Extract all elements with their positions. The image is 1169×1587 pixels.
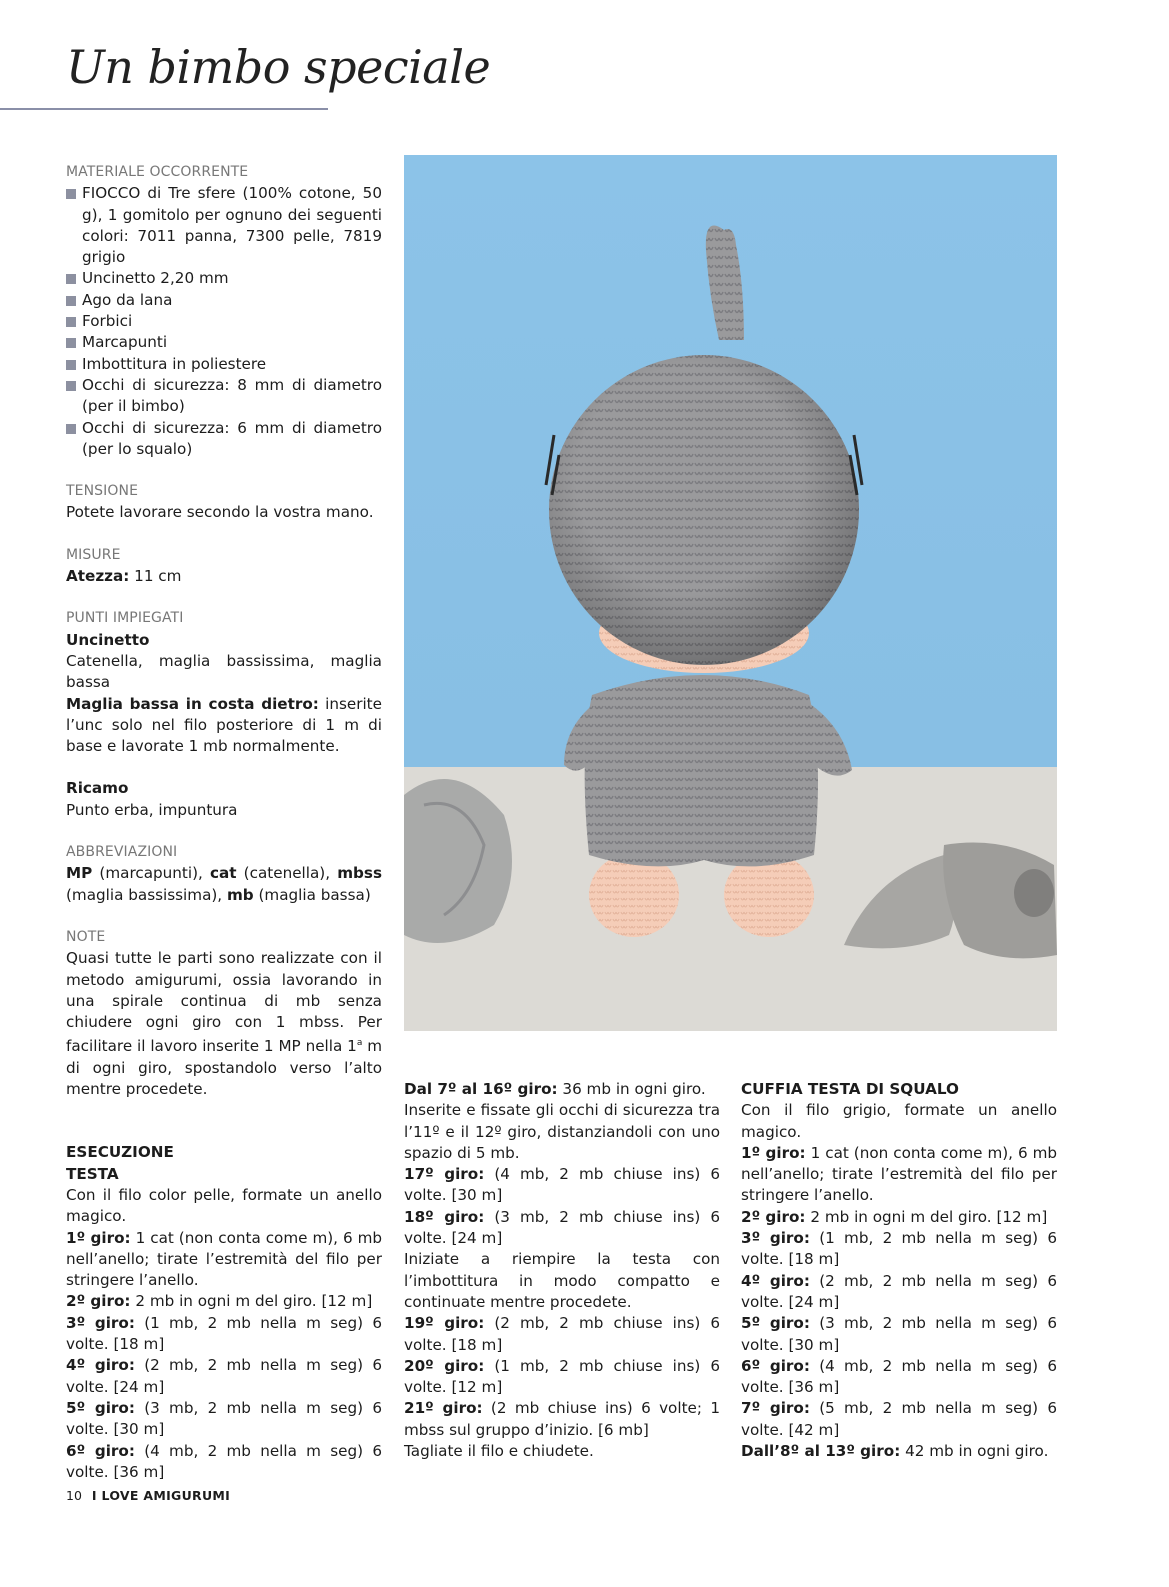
round-instruction: 7º giro: (5 mb, 2 mb nella m seg) 6 volte. [42 m] [741, 1399, 1057, 1439]
body [585, 675, 818, 866]
page-number: 10 [66, 1488, 82, 1503]
shark-intro: Con il filo grigio, formate un anello magico. [741, 1101, 1057, 1141]
head-rows-part1 [66, 1228, 382, 1484]
material-item: Marcapunti [66, 332, 382, 353]
shark-rows [741, 1143, 1057, 1462]
notes-text: Quasi tutte le parti sono realizzate con il metodo amigurumi, ossia lavorando in una spirale continua di mb senza chiudere ogni giro con 1 mbss. Per facilitare il lavoro inserite 1 MP nella 1$^a$ m di ogni giro, spostandolo verso l’alto mentre procedete. [66, 949, 382, 1099]
square-bullet-icon [66, 296, 76, 306]
round-instruction: 21º giro: (2 mb chiuse ins) 6 volte; 1 mbss sul gruppo d’inizio. [6 mb] [404, 1399, 720, 1439]
round-instruction: 5º giro: (3 mb, 2 mb nella m seg) 6 volte. [30 m] [741, 1314, 1057, 1354]
stuffing-instruction: Iniziate a riempire la testa con l’imbottitura in modo compatto e continuate mentre procedete. [404, 1250, 720, 1311]
right-column [741, 1079, 1057, 1462]
round-instruction: 17º giro: (4 mb, 2 mb chiuse ins) 6 volte. [30 m] [404, 1165, 721, 1205]
measures-line [66, 566, 382, 587]
square-bullet-icon [66, 338, 76, 348]
round-instruction: 19º giro: (2 mb, 2 mb chiuse ins) 6 volte. [18 m] [404, 1314, 721, 1354]
head-rows-part2 [404, 1079, 720, 1100]
round-instruction: 2º giro: 2 mb in ogni m del giro. [12 m] [66, 1292, 373, 1311]
material-item: Occhi di sicurezza: 6 mm di diametro (per lo squalo) [66, 418, 382, 461]
crochet-label: Uncinetto [66, 630, 150, 649]
head-intro: Con il filo color pelle, formate un anello magico. [66, 1185, 382, 1226]
notes-heading: NOTE [66, 928, 106, 945]
material-item: FIOCCO di Tre sfere (100% cotone, 50 g), 1 gomitolo per ognuno dei seguenti colori: 7011 panna, 7300 pelle, 7819 grigio [66, 183, 382, 268]
head-title: TESTA [66, 1164, 119, 1183]
round-instruction: 1º giro: 1 cat (non conta come m), 6 mb nell’anello; tirate l’estremità del filo per stringere l’anello. [66, 1228, 383, 1290]
material-item: Imbottitura in poliestere [66, 354, 382, 375]
materials-heading: MATERIALE OCCORRENTE [66, 164, 249, 180]
abbreviations-text: MP (marcapunti), cat (catenella), mbss (maglia bassissima), mb (maglia bassa) [66, 864, 382, 904]
title-underline [0, 108, 328, 110]
page-title: Un bimbo speciale [66, 40, 491, 94]
square-bullet-icon [66, 360, 76, 370]
round-instruction: 4º giro: (2 mb, 2 mb nella m seg) 6 volte. [24 m] [741, 1271, 1057, 1311]
measures-heading: MISURE [66, 546, 121, 563]
round-instruction: 4º giro: (2 mb, 2 mb nella m seg) 6 volte. [24 m] [66, 1356, 382, 1396]
round-instruction: 6º giro: (4 mb, 2 mb nella m seg) 6 volte. [36 m] [741, 1356, 1057, 1397]
round-instruction: 3º giro: (1 mb, 2 mb nella m seg) 6 volte. [18 m] [741, 1229, 1057, 1269]
close-instruction: Tagliate il filo e chiudete. [404, 1442, 594, 1461]
material-item: Occhi di sicurezza: 8 mm di diametro (per il bimbo) [66, 375, 382, 418]
round-instruction: Dall’8º al 13º giro: 42 mb in ogni giro. [741, 1442, 1049, 1461]
round-instruction: 18º giro: (3 mb, 2 mb chiuse ins) 6 volte. [24 m] [404, 1207, 721, 1248]
page-footer [66, 1488, 230, 1503]
execution-heading: ESECUZIONE [66, 1143, 174, 1162]
left-column [66, 162, 382, 1483]
square-bullet-icon [66, 274, 76, 284]
eyes-instruction: Inserite e fissate gli occhi di sicurezza tra l’11º e il 12º giro, distanziandoli con uno spazio di 5 mb. [404, 1101, 720, 1162]
tension-text: Potete lavorare secondo la vostra mano. [66, 503, 374, 522]
round-instruction: 6º giro: (4 mb, 2 mb nella m seg) 6 volte. [36 m] [66, 1441, 382, 1481]
embroidery-text: Punto erba, impuntura [66, 800, 238, 819]
abbreviations-heading: ABBREVIAZIONI [66, 844, 178, 861]
embroidery-label: Ricamo [66, 779, 129, 798]
measures-value: 11 cm [129, 567, 182, 586]
square-bullet-icon [66, 317, 76, 327]
round-instruction: Dal 7º al 16º giro: 36 mb in ogni giro. [404, 1080, 706, 1098]
round-instruction: 2º giro: 2 mb in ogni m del giro. [12 m] [741, 1207, 1048, 1226]
stitches-heading: PUNTI IMPIEGATI [66, 610, 184, 627]
back-loop-stitch: Maglia bassa in costa dietro: inserite l’unc solo nel filo posteriore di 1 m di base e lavorate 1 mb normalmente. [66, 694, 382, 756]
crochet-text: Catenella, maglia bassissima, maglia bassa [66, 651, 382, 692]
measures-label: Atezza: [66, 567, 130, 586]
head-rows-part3 [404, 1164, 720, 1249]
round-instruction: 20º giro: (1 mb, 2 mb chiuse ins) 6 volte. [12 m] [404, 1356, 721, 1397]
middle-column [404, 1079, 720, 1462]
amigurumi-photo [404, 155, 1057, 1031]
material-item: Uncinetto 2,20 mm [66, 268, 382, 289]
round-instruction: 1º giro: 1 cat (non conta come m), 6 mb nell’anello; tirate l’estremità del filo per stringere l’anello. [741, 1143, 1058, 1205]
round-instruction: 5º giro: (3 mb, 2 mb nella m seg) 6 volte. [30 m] [66, 1398, 382, 1439]
shark-heading: CUFFIA TESTA DI SQUALO [741, 1080, 959, 1098]
square-bullet-icon [66, 424, 76, 434]
materials-list [66, 183, 382, 460]
material-item: Forbici [66, 311, 382, 332]
magazine-name: I LOVE AMIGURUMI [91, 1488, 231, 1503]
material-item: Ago da lana [66, 290, 382, 311]
tension-heading: TENSIONE [66, 483, 139, 500]
round-instruction: 3º giro: (1 mb, 2 mb nella m seg) 6 volte. [18 m] [66, 1313, 382, 1354]
square-bullet-icon [66, 189, 76, 199]
square-bullet-icon [66, 381, 76, 391]
head-rows-part4 [404, 1313, 720, 1441]
